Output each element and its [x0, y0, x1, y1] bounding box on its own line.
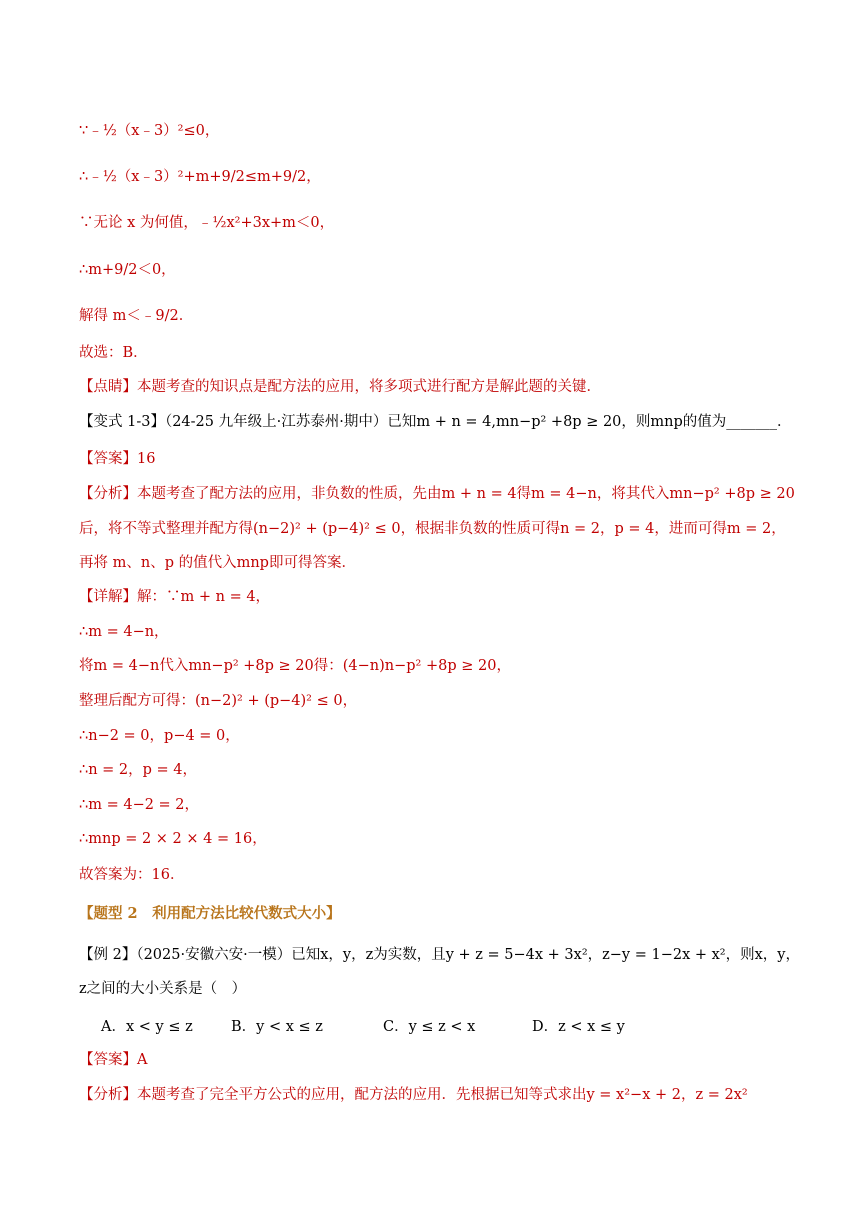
answer-line: 【答案】16 [79, 451, 156, 467]
key-point-note: 【点睛】本题考查的知识点是配方法的应用，将多项式进行配方是解此题的关键． [79, 379, 601, 395]
solution-line: ∴m+9/2＜0， [79, 262, 176, 278]
section-heading: 【题型 2 利用配方法比较代数式大小】 [79, 905, 341, 922]
detail-line: 整理后配方可得：(n−2)² + (p−4)² ≤ 0， [79, 693, 358, 709]
detail-line: ∴m = 4−2 = 2， [79, 797, 200, 813]
variant-question: 【变式 1-3】（24-25 九年级上·江苏泰州·期中）已知m + n = 4,mn−p² +8p ≥ 20，则mnp的值为_______． [79, 414, 792, 430]
example-question: z之间的大小关系是（ ） [79, 981, 247, 997]
option-a: A．x < y ≤ z [101, 1019, 193, 1035]
analysis-line: 【分析】本题考查了配方法的应用，非负数的性质，先由m + n = 4得m = 4−n，将其代入mn−p² +8p ≥ 20 [79, 486, 795, 502]
option-c: C．y ≤ z < x [383, 1019, 476, 1035]
solution-line: ∵﹣½（x﹣3）²≤0， [79, 123, 220, 139]
detail-line: 【详解】解：∵m + n = 4， [79, 589, 271, 605]
detail-line: ∴mnp = 2 × 2 × 4 = 16， [79, 831, 267, 847]
detail-line: ∴n−2 = 0，p−4 = 0， [79, 728, 240, 744]
detail-line: 故答案为：16． [79, 867, 185, 883]
analysis-line: 后，将不等式整理并配方得(n−2)² + (p−4)² ≤ 0，根据非负数的性质可得n = 2，p = 4，进而可得m = 2， [79, 521, 786, 537]
answer-line: 【答案】A [79, 1052, 148, 1068]
analysis-line: 再将 m、n、p 的值代入mnp即可得答案． [79, 555, 356, 571]
analysis-line: 【分析】本题考查了完全平方公式的应用，配方法的应用．先根据已知等式求出y = x²−x + 2，z = 2x² [79, 1087, 748, 1103]
option-b: B．y < x ≤ z [231, 1019, 323, 1035]
detail-line: ∴n = 2，p = 4， [79, 762, 198, 778]
solution-line: 故选：B． [79, 345, 148, 361]
solution-line: ∵无论 x 为何值，﹣½x²+3x+m＜0， [79, 215, 335, 231]
solution-line: 解得 m＜﹣9/2． [79, 308, 194, 324]
detail-line: 将m = 4−n代入mn−p² +8p ≥ 20得：(4−n)n−p² +8p ≥ 20， [79, 658, 511, 674]
option-d: D．z < x ≤ y [532, 1019, 625, 1035]
example-question: 【例 2】（2025·安徽六安·一模）已知x，y，z为实数，且y + z = 5−4x + 3x²，z−y = 1−2x + x²，则x，y， [79, 947, 800, 963]
solution-line: ∴﹣½（x﹣3）²+m+9/2≤m+9/2， [79, 169, 321, 185]
detail-line: ∴m = 4−n， [79, 624, 169, 640]
